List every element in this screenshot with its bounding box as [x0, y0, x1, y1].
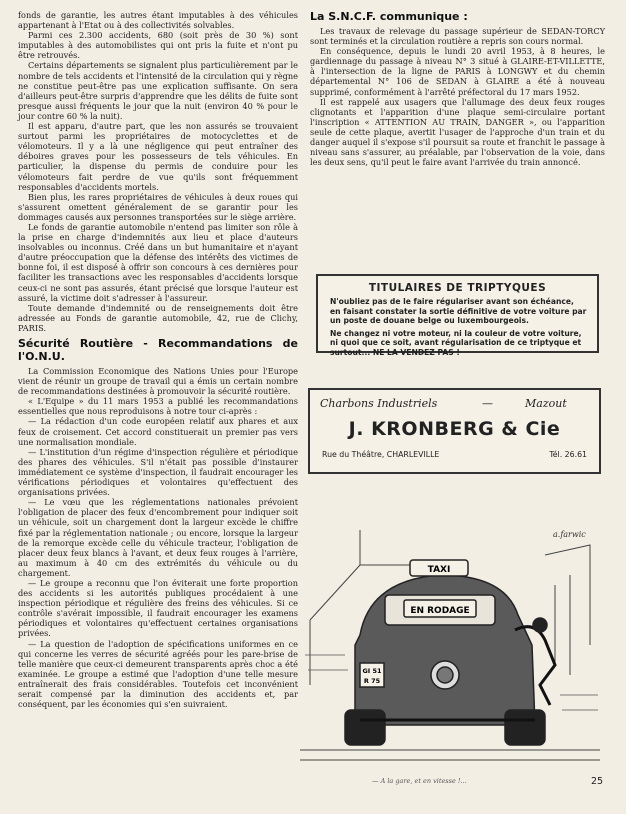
- paragraph: — Le groupe a reconnu que l'on éviterait une forte proportion des accidents si les autorités publiques procédaient à une inspection périodique et régulière des freins des véhicules. Si ce contrôle s'avérait impossible, il faudrait encourager les examens périodiques et volontaires qu'effectuent certaines organisations privées.: [18, 577, 298, 639]
- paragraph: Le fonds de garantie automobile n'entend pas limiter son rôle à la prise en charge d'indemnités aux lieu et place d'auteurs insolvables ou inconnus. Créé dans un but humanitaire et n'ayant d'autre préoccupation que la défense des intérêts des victimes de bonne foi, il est disposé à offrir son concours à ces dernières pour faciliter les transactions avec les responsables d'accidents lorsque ceux-ci ne sont pas assurés, étant précisé que lorsque l'auteur est assuré, la victime doit s'adresser à l'assureur.: [18, 221, 298, 303]
- taxi-cartoon: [300, 525, 600, 770]
- taxi-car: [345, 560, 555, 745]
- cartoon-signature: a.farwic: [553, 530, 586, 539]
- triptyques-p2: Ne changez ni votre moteur, ni la couleur de votre voiture, ni quoi que ce soit, avant régularisation de ce triptyque et surtout... NE LA VENDEZ PAS !: [330, 328, 582, 357]
- sncf-heading: La S.N.C.F. communique :: [310, 10, 468, 23]
- ad-company-name: J. KRONBERG & Cie: [348, 418, 561, 440]
- plate-line-1: GI 51: [362, 667, 382, 675]
- plate-line-2: R 75: [363, 677, 381, 685]
- paragraph: fonds de garantie, les autres étant imputables à des véhicules appartenant à l'Etat ou à des collectivités solvables.: [18, 10, 298, 31]
- onu-heading: Sécurité Routière - Recommandations de l'O.N.U.: [18, 337, 298, 363]
- ad-address: Rue du Théâtre, CHARLEVILLE: [322, 450, 440, 459]
- page-number: 25: [591, 776, 604, 787]
- paragraph: Il est rappelé aux usagers que l'allumage des deux feux rouges clignotants et l'apparition d'une plaque semi-circulaire portant l'inscription « ATTENTION AU TRAIN, DANGER », ou l'apparition seule de cette plaque, avertit l'usager de l'approche d'un train et du danger auquel il s'expose s'il poursuit sa route et franchit le passage à niveau sans s'assurer, au préalable, par l'observation de la voie, dans les deux sens, qu'il peut le faire avant l'arrivée du train annoncé.: [310, 96, 605, 168]
- triptyques-body: [318, 294, 597, 358]
- ad-charbons: Charbons Industriels: [320, 397, 438, 410]
- paragraph: Parmi ces 2.300 accidents, 680 (soit près de 30 %) sont imputables à des automobilistes qui ont pris la fuite et n'ont pu être retrouvés.: [18, 30, 298, 61]
- rodage-sign-text: EN RODAGE: [410, 606, 470, 616]
- left-bottom-paragraphs: [18, 366, 298, 709]
- triptyques-title: TITULAIRES DE TRIPTYQUES: [368, 282, 547, 294]
- cartoon-caption: — A la gare, et en vitesse !...: [372, 777, 467, 785]
- ad-telephone: Tél. 26.61: [549, 450, 587, 459]
- taxi-sign-text: TAXI: [427, 565, 451, 575]
- ad-dash: —: [482, 397, 493, 410]
- kronberg-ad: [308, 388, 601, 474]
- paragraph: La Commission Economique des Nations Unies pour l'Europe vient de réunir un groupe de travail qui a émis un certain nombre de recommandations destinées à promouvoir la sécurité routière.: [18, 366, 298, 397]
- paragraph: Certains départements se signalent plus particulièrement par le nombre de tels accidents et l'intensité de la circulation qui y règne ne constitue peut-être pas une explication suffisante. On sera d'ailleurs peut-être surpris d'apprendre que les délits de fuite sont presque aussi fréquents le jour que la nuit (environ 40 % pour le jour contre 60 % la nuit).: [18, 60, 298, 121]
- paragraph: En conséquence, depuis le lundi 20 avril 1953, à 8 heures, le gardiennage du passage à niveau N° 3 situé à GLAIRE-ET-VILLETTE, à l'intersection de la ligne de PARIS à LONGWY et du chemin départemental N° 106 de SEDAN à GLAIRE a été à nouveau supprimé, conformément à l'arrêté préfectoral du 17 mars 1952.: [310, 46, 605, 97]
- paragraph: — Le vœu que les réglementations nationales prévoient l'obligation de placer des feux d'encombrement pour indiquer soit un véhicule, soit un chargement dont la largeur excède le chiffre fixé par la réglementation nationale ; ou encore, lorsque la largeur de la remorque excède celle du véhicule tracteur, l'obligation de placer deux feux blancs à l'avant, et deux feux rouges à l'arrière, au maximum à 40 cm des extrémités du véhicule ou du chargement.: [18, 497, 298, 578]
- paragraph: Les travaux de relevage du passage supérieur de SEDAN-TORCY sont terminés et la circulation routière a repris son cours normal.: [310, 26, 605, 47]
- triptyques-box: [316, 274, 599, 357]
- paragraph: — La rédaction d'un code européen relatif aux phares et aux feux de croisement. Cet accord constituerait un premier pas vers une normalisation mondiale.: [18, 416, 298, 447]
- sncf-paragraphs: [310, 26, 605, 167]
- paragraph: « L'Equipe » du 11 mars 1953 a publié les recommandations essentielles que nous reproduisons à notre tour ci-après :: [18, 396, 298, 417]
- paragraph: Toute demande d'indemnité ou de renseignements doit être adressée au Fonds de garantie automobile, 42, rue de Clichy, PARIS.: [18, 302, 298, 333]
- paragraph: Bien plus, les rares propriétaires de véhicules à deux roues qui s'assurent omettent généralement de se garantir pour les dommages causés aux personnes transportées sur le siège arrière.: [18, 191, 298, 222]
- left-top-paragraphs: [18, 10, 298, 333]
- right-column: [310, 10, 605, 167]
- paragraph: Il est apparu, d'autre part, que les non assurés se trouvaient surtout parmi les propriétaires de motocyclettes et de vélomoteurs. Il y a là une négligence qui peut entraîner des déboires graves pour les possesseurs de tels véhicules. En particulier, la dispense du permis de conduire pour les vélomoteurs fait perdre de vue qu'ils sont fréquemment responsables d'accidents mortels.: [18, 121, 298, 192]
- left-column: [18, 10, 298, 709]
- triptyques-p1: N'oubliez pas de le faire régulariser avant son échéance, en faisant constater la sortie définitive de votre voiture par un poste de douane belge ou luxembourgeois.: [330, 297, 587, 326]
- paragraph: — La question de l'adoption de spécifications uniformes en ce qui concerne les verres de sécurité agréés pour les pare-brise de telle manière que ceux-ci demeurent transparents après choc a été examinée. Le groupe a estimé que l'adoption d'une telle mesure entraînerait des frais considérables. Toutefois cet inconvénient serait compensé par la diminution des accidents et, par conséquent, par les économies qui s'en suivraient.: [18, 638, 298, 710]
- paragraph: — L'institution d'un régime d'inspection régulière et périodique des phares des véhicules. S'il n'était pas possible d'instaurer immédiatement ce système d'inspection, il faudrait encourager les vérifications périodiques et volontaires qu'effectuent des organisations privées.: [18, 446, 298, 498]
- ad-mazout: Mazout: [525, 397, 567, 410]
